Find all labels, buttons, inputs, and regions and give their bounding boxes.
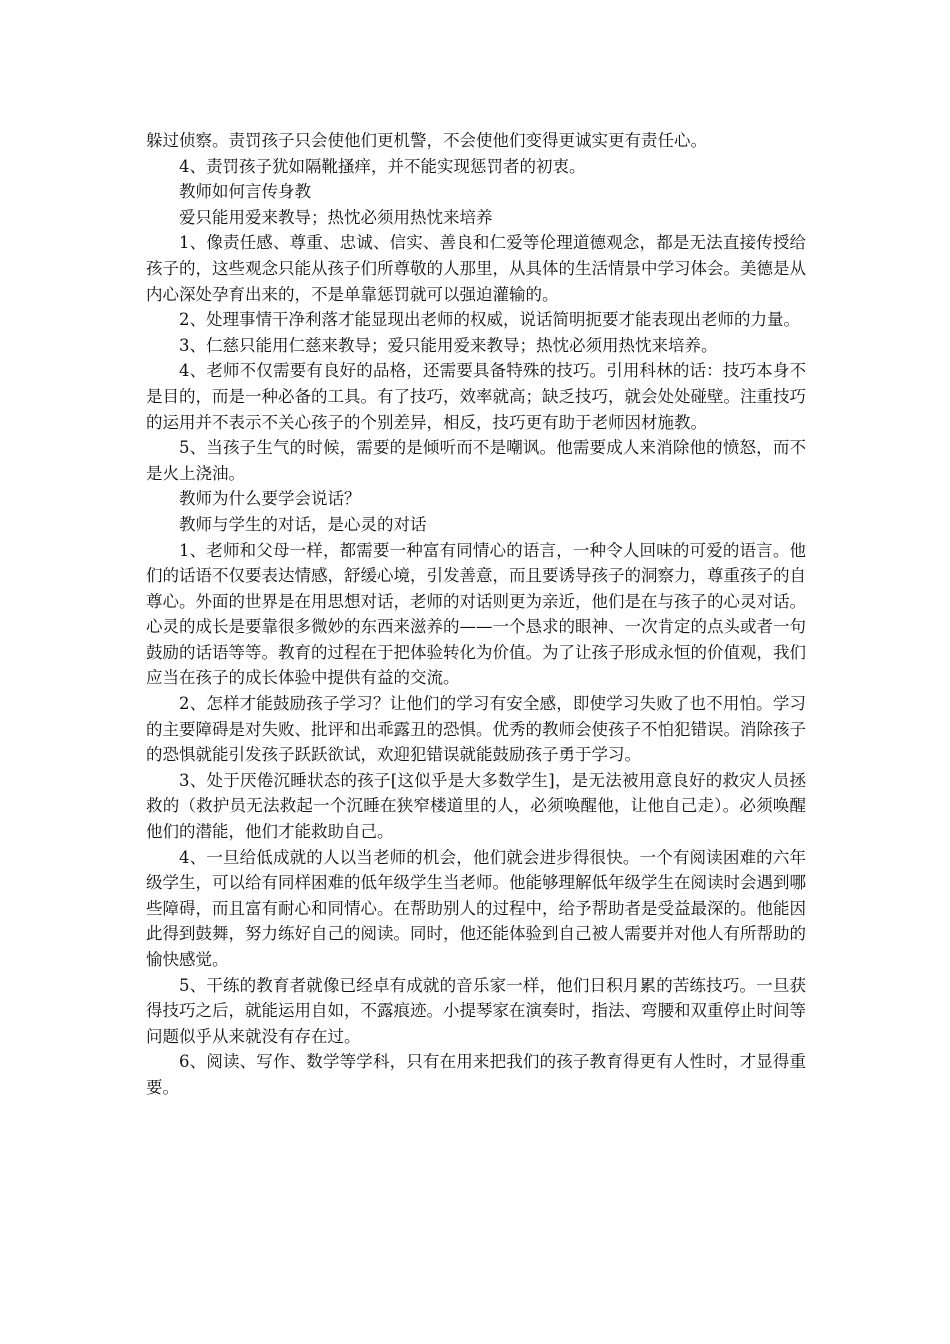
section-subheading: 爱只能用爱来教导；热忱必须用热忱来培养 (179, 207, 493, 227)
section-heading: 教师如何言传身教 (179, 182, 311, 202)
paragraph: 3、仁慈只能用仁慈来教导；爱只能用爱来教导；热忱必须用热忱来培养。 (179, 335, 718, 355)
paragraph: 4、一旦给低成就的人以当老师的机会，他们就会进步得很快。一个有阅读困难的六年级学生，可以给有同样困难的低年级学生当老师。他能够理解低年级学生在阅读时会遇到哪些障碍，而且富有耐心和同情心。在帮助别人的过程中，给予帮助者是受益最深的。他能因此得到鼓舞，努力练好自己的阅读。同时，他还能体验到自己被人需要并对他人有所帮助的愉快感觉。 (146, 847, 806, 969)
paragraph: 4、责罚孩子犹如隔靴搔痒，并不能实现惩罚者的初衷。 (179, 156, 586, 176)
paragraph: 5、干练的教育者就像已经卓有成就的音乐家一样，他们日积月累的苦练技巧。一旦获得技巧之后，就能运用自如，不露痕迹。小提琴家在演奏时，指法、弯腰和双重停止时间等问题似乎从来就没有存在过。 (146, 975, 806, 1046)
document-body (146, 128, 806, 1101)
paragraph-continuation: 躲过侦察。责罚孩子只会使他们更机警，不会使他们变得更诚实更有责任心。 (146, 131, 707, 150)
paragraph: 3、处于厌倦沉睡状态的孩子[这似乎是大多数学生]，是无法被用意良好的救灾人员拯救的（救护员无法救起一个沉睡在狭窄楼道里的人，必须唤醒他，让他自己走）。必须唤醒他们的潜能，他们才能救助自己。 (146, 770, 806, 842)
section-subheading: 教师与学生的对话，是心灵的对话 (179, 514, 427, 534)
paragraph: 2、怎样才能鼓励孩子学习？让他们的学习有安全感，即使学习失败了也不用怕。学习的主要障碍是对失败、批评和出乖露丑的恐惧。优秀的教师会使孩子不怕犯错误。消除孩子的恐惧就能引发孩子跃跃欲试，欢迎犯错误就能鼓励孩子勇于学习。 (146, 694, 806, 765)
paragraph: 1、像责任感、尊重、忠诚、信实、善良和仁爱等伦理道德观念，都是无法直接传授给孩子的，这些观念只能从孩子们所尊敬的人那里，从具体的生活情景中学习体会。美德是从内心深处孕育出来的，不是单靠惩罚就可以强迫灌输的。 (146, 233, 806, 304)
paragraph: 4、老师不仅需要有良好的品格，还需要具备特殊的技巧。引用科林的话：技巧本身不是目的，而是一种必备的工具。有了技巧，效率就高；缺乏技巧，就会处处碰壁。注重技巧的运用并不表示不关心孩子的个别差异，相反，技巧更有助于老师因材施教。 (146, 361, 806, 432)
section-heading: 教师为什么要学会说话？ (179, 489, 361, 509)
paragraph: 5、当孩子生气的时候，需要的是倾听而不是嘲讽。他需要成人来消除他的愤怒，而不是火上浇油。 (146, 438, 806, 483)
paragraph: 1、老师和父母一样，都需要一种富有同情心的语言，一种令人回味的可爱的语言。他们的话语不仅要表达情感，舒缓心境，引发善意，而且要诱导孩子的洞察力，尊重孩子的自尊心。外面的世界是在用思想对话，老师的对话则更为亲近，他们是在与孩子的心灵对话。心灵的成长是要靠很多微妙的东西来滋养的——一个恳求的眼神、一次肯定的点头或者一句鼓励的话语等等。教育的过程在于把体验转化为价值。为了让孩子形成永恒的价值观，我们应当在孩子的成长体验中提供有益的交流。 (146, 540, 806, 688)
paragraph: 6、阅读、写作、数学等学科，只有在用来把我们的孩子教育得更有人性时，才显得重要。 (146, 1052, 806, 1097)
paragraph: 2、处理事情干净利落才能显现出老师的权威，说话简明扼要才能表现出老师的力量。 (179, 310, 800, 330)
